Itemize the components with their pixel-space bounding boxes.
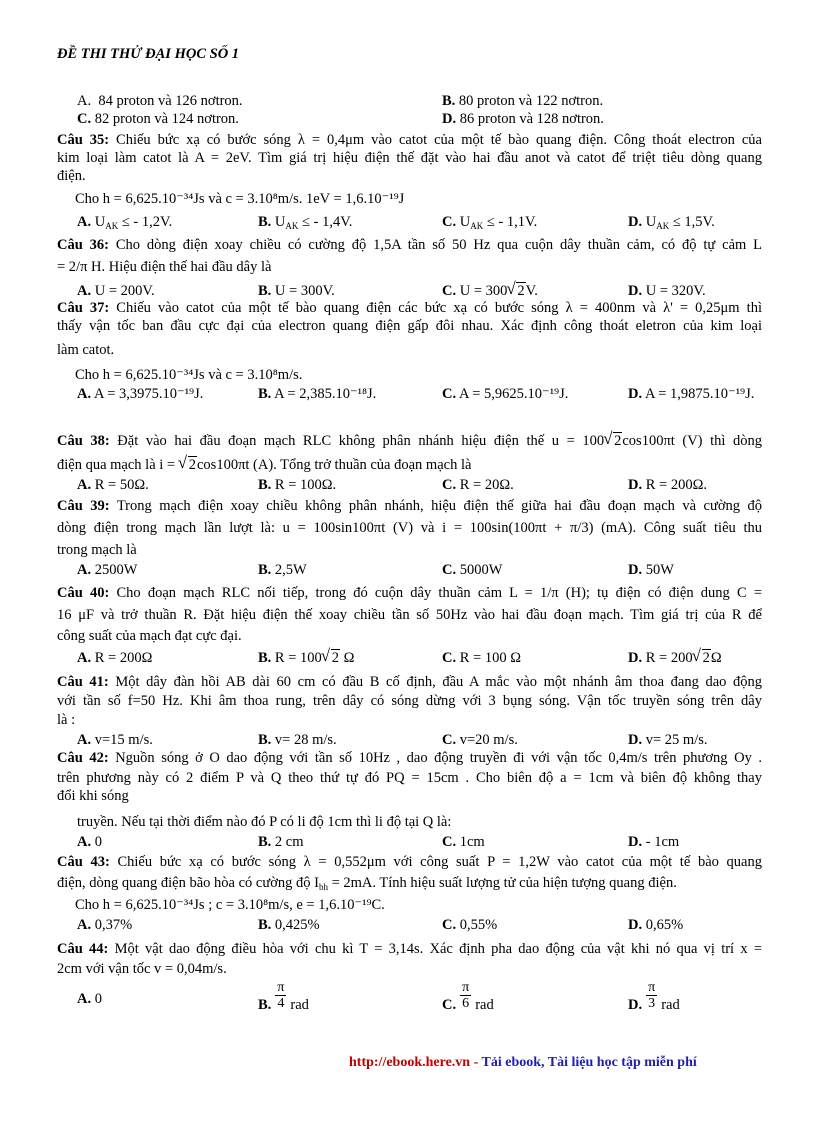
footer-link[interactable]: http://ebook.here.vn: [349, 1055, 471, 1070]
q44-option-d: D. $\frac{\pi}{3}$ rad: [628, 980, 680, 1013]
q38-text: Câu 38: Đặt vào hai đầu đoạn mạch RLC không phân nhánh hiệu điện thế u = 100√ 2cos100πt (V) thì dòng: [57, 432, 762, 468]
q35-option-d: D. $U_{AK} \le 1,5V$.: [628, 214, 715, 231]
q35-option-b: B. $U_{AK}$ ≤ - 1,4V.: [258, 214, 353, 231]
q36-option-b: B. U = 300V.: [258, 283, 335, 299]
page-header: ĐỀ THI THỬ ĐẠI HỌC SỐ 1: [57, 46, 240, 62]
q44-text-2: 2cm với vận tốc v = 0,04m/s.: [57, 961, 227, 977]
q41-option-a: A. v=15 m/s.: [77, 732, 153, 748]
q35-text-2: kim loại làm catot là A = 2eV. Tìm giá trị hiệu điện thế đặt vào hai đầu anot và catot để triệt tiêu dòng quang: [57, 150, 762, 166]
q38-option-a: A. R = 50Ω.: [77, 477, 149, 493]
q40-option-c: C. R = 100 Ω: [442, 650, 521, 666]
q41-option-c: C. v=20 m/s.: [442, 732, 518, 748]
q36-option-d: D. U = 320V.: [628, 283, 706, 299]
q37-option-a: A. A = 3,3975.10⁻¹⁹J.: [77, 386, 204, 402]
q43-given: Cho h = 6,625.10⁻³⁴Js ; c = 3.10⁸m/s, e = 1,6.10⁻¹⁹C.: [75, 897, 385, 913]
q42-text-4: truyền. Nếu tại thời điểm nào đó P có li độ 1cm thì li độ tại Q là:: [77, 814, 452, 830]
q39-option-d: D. 50W: [628, 562, 674, 578]
q42-option-b: B. 2 cm: [258, 834, 304, 850]
q41-text: Câu 41: Một dây đàn hồi AB dài 60 cm có đầu B cố định, đầu A mắc vào một nhánh âm thoa đang dao động: [57, 674, 762, 690]
q34-option-a: A. 84 proton và 126 nơtron.: [77, 93, 243, 109]
q43-text: Câu 43: Chiếu bức xạ có bước sóng λ = 0,552μm với công suất P = 1,2W vào catot của một tế bào quang: [57, 854, 762, 870]
q43-option-a: A. 0,37%: [77, 917, 133, 933]
q36-option-c: C. U = 300√ 2V.: [442, 282, 538, 300]
q44-option-c: C. $\frac{\pi}{6}$ rad: [442, 980, 494, 1013]
q35-text-3: điện.: [57, 168, 86, 184]
q35-option-a: A. $U_{AK}$ ≤ - 1,2V.: [77, 214, 173, 231]
q37-option-d: D. A = 1,9875.10⁻¹⁹J.: [628, 386, 755, 402]
q40-text-3: công suất của mạch đạt cực đại.: [57, 628, 242, 644]
q34-option-b: B. 80 proton và 122 nơtron.: [442, 93, 604, 109]
q35-option-c: C. $U_{AK}$ ≤ - 1,1V.: [442, 214, 538, 231]
q40-text-2: 16 μF và trở thuần R. Đặt hiệu điện thế xoay chiều tần số 50Hz vào hai đầu đoạn mạch. Tìm giá trị của R để: [57, 607, 762, 623]
q42-option-d: D. - 1cm: [628, 834, 680, 850]
q40-text: Câu 40: Cho đoạn mạch RLC nối tiếp, trong đó cuộn dây thuần cảm L = 1/π (H); tụ điện có điện dung C =: [57, 585, 762, 601]
q39-option-b: B. 2,5W: [258, 562, 307, 578]
q34-option-c: C. 82 proton và 124 nơtron.: [77, 111, 239, 127]
q36-text-2: = 2/π H. Hiệu điện thế hai đầu dây là: [57, 259, 272, 275]
q41-option-b: B. v= 28 m/s.: [258, 732, 337, 748]
q38-text-2: điện qua mạch là i = √ 2cos100πt (A). Tổng trở thuần của đoạn mạch là: [57, 456, 471, 474]
q44-option-a: A. 0: [77, 991, 102, 1007]
q37-option-c: C. A = 5,9625.10⁻¹⁹J.: [442, 386, 569, 402]
q43-option-b: B. 0,425%: [258, 917, 320, 933]
q37-text: Câu 37: Chiếu vào catot của một tế bào quang điện các bức xạ có bước sóng λ = 400nm và λ' = 0,25μm thì: [57, 300, 762, 316]
q39-option-a: A. 2500W: [77, 562, 138, 578]
q40-option-d: D. R = 200√ 2Ω: [628, 649, 722, 667]
q39-text: Câu 39: Trong mạch điện xoay chiều không phân nhánh, hiệu điện thế giữa hai đầu đoạn mạch và cường độ: [57, 498, 762, 514]
q37-given: Cho h = 6,625.10⁻³⁴Js và c = 3.10⁸m/s.: [75, 367, 303, 383]
q42-text: Câu 42: Nguồn sóng ở O dao động với tần số 10Hz , dao động truyền đi với vận tốc 0,4m/s trên phương Oy .: [57, 750, 762, 766]
q36-text: Câu 36: Cho dòng điện xoay chiều có cường độ 1,5A tần số 50 Hz qua cuộn dây thuần cảm, có độ tự cảm L: [57, 237, 762, 253]
q44-option-b: B. $\frac{\pi}{4}$ rad: [258, 980, 309, 1013]
q39-text-2: dòng điện trong mạch lần lượt là: u = 100sin100πt (V) và i = 100sin(100πt + π/3) (mA). Công suất tiêu thu: [57, 520, 762, 536]
q43-option-c: C. 0,55%: [442, 917, 498, 933]
q40-option-a: A. R = 200Ω: [77, 650, 153, 666]
q44-text: Câu 44: Một vật dao động điều hòa với chu kì T = 3,14s. Xác định pha dao động của vật khi nó qua vị trí x =: [57, 941, 762, 957]
q38-option-b: B. R = 100Ω.: [258, 477, 337, 493]
q41-text-2: với tần số f=50 Hz. Khi âm thoa rung, trên dây có sóng dừng với 3 bụng sóng. Vận tốc truyền sóng trên dây: [57, 693, 762, 709]
q43-option-d: D. 0,65%: [628, 917, 684, 933]
q36-option-a: A. U = 200V.: [77, 283, 155, 299]
fraction: $\frac{\pi}{3}$: [648, 980, 656, 1011]
q37-text-3: làm catot.: [57, 342, 115, 358]
q35-text: Câu 35: Chiếu bức xạ có bước sóng λ = 0,4μm vào catot của một tế bào quang điện. Công thoát electron của: [57, 132, 762, 148]
q38-option-d: D. R = 200Ω.: [628, 477, 707, 493]
q40-option-b: B. R = 100√ 2 Ω: [258, 649, 354, 667]
q43-text-2: điện, dòng quang điện bão hòa có cường độ $I_{bh} = 2mA$. Tính hiệu suất lượng tử của hiện tượng quang điện.: [57, 875, 677, 892]
q42-option-a: A. 0: [77, 834, 102, 850]
q38-option-c: C. R = 20Ω.: [442, 477, 514, 493]
q34-option-d: D. 86 proton và 128 nơtron.: [442, 111, 604, 127]
q42-text-2: trên phương này có 2 điểm P và Q theo thứ tự đó PQ = 15cm . Cho biên độ a = 1cm và biên độ không thay: [57, 770, 762, 786]
q35-given: Cho h = 6,625.10⁻³⁴Js và c = 3.10⁸m/s. 1eV = 1,6.10⁻¹⁹J: [75, 191, 405, 207]
q39-text-3: trong mạch là: [57, 542, 137, 558]
q37-option-b: B. A = 2,385.10⁻¹⁸J.: [258, 386, 377, 402]
fraction: $\frac{\pi}{4}$: [277, 980, 285, 1011]
q42-option-c: C. 1cm: [442, 834, 485, 850]
q41-option-d: D. v= 25 m/s.: [628, 732, 708, 748]
page-footer: http://ebook.here.vn - Tải ebook, Tài liệu học tập miễn phí: [349, 1055, 697, 1070]
q42-text-3: đổi khi sóng: [57, 788, 129, 804]
q37-text-2: thấy vận tốc ban đầu cực đại của electron quang điện gấp đôi nhau. Xác định công thoát eletron của kim loại: [57, 318, 762, 334]
q41-text-3: là :: [57, 712, 76, 728]
q39-option-c: C. 5000W: [442, 562, 503, 578]
footer-text: Tải ebook, Tài liệu học tập miễn phí: [481, 1055, 697, 1070]
fraction: $\frac{\pi}{6}$: [462, 980, 470, 1011]
